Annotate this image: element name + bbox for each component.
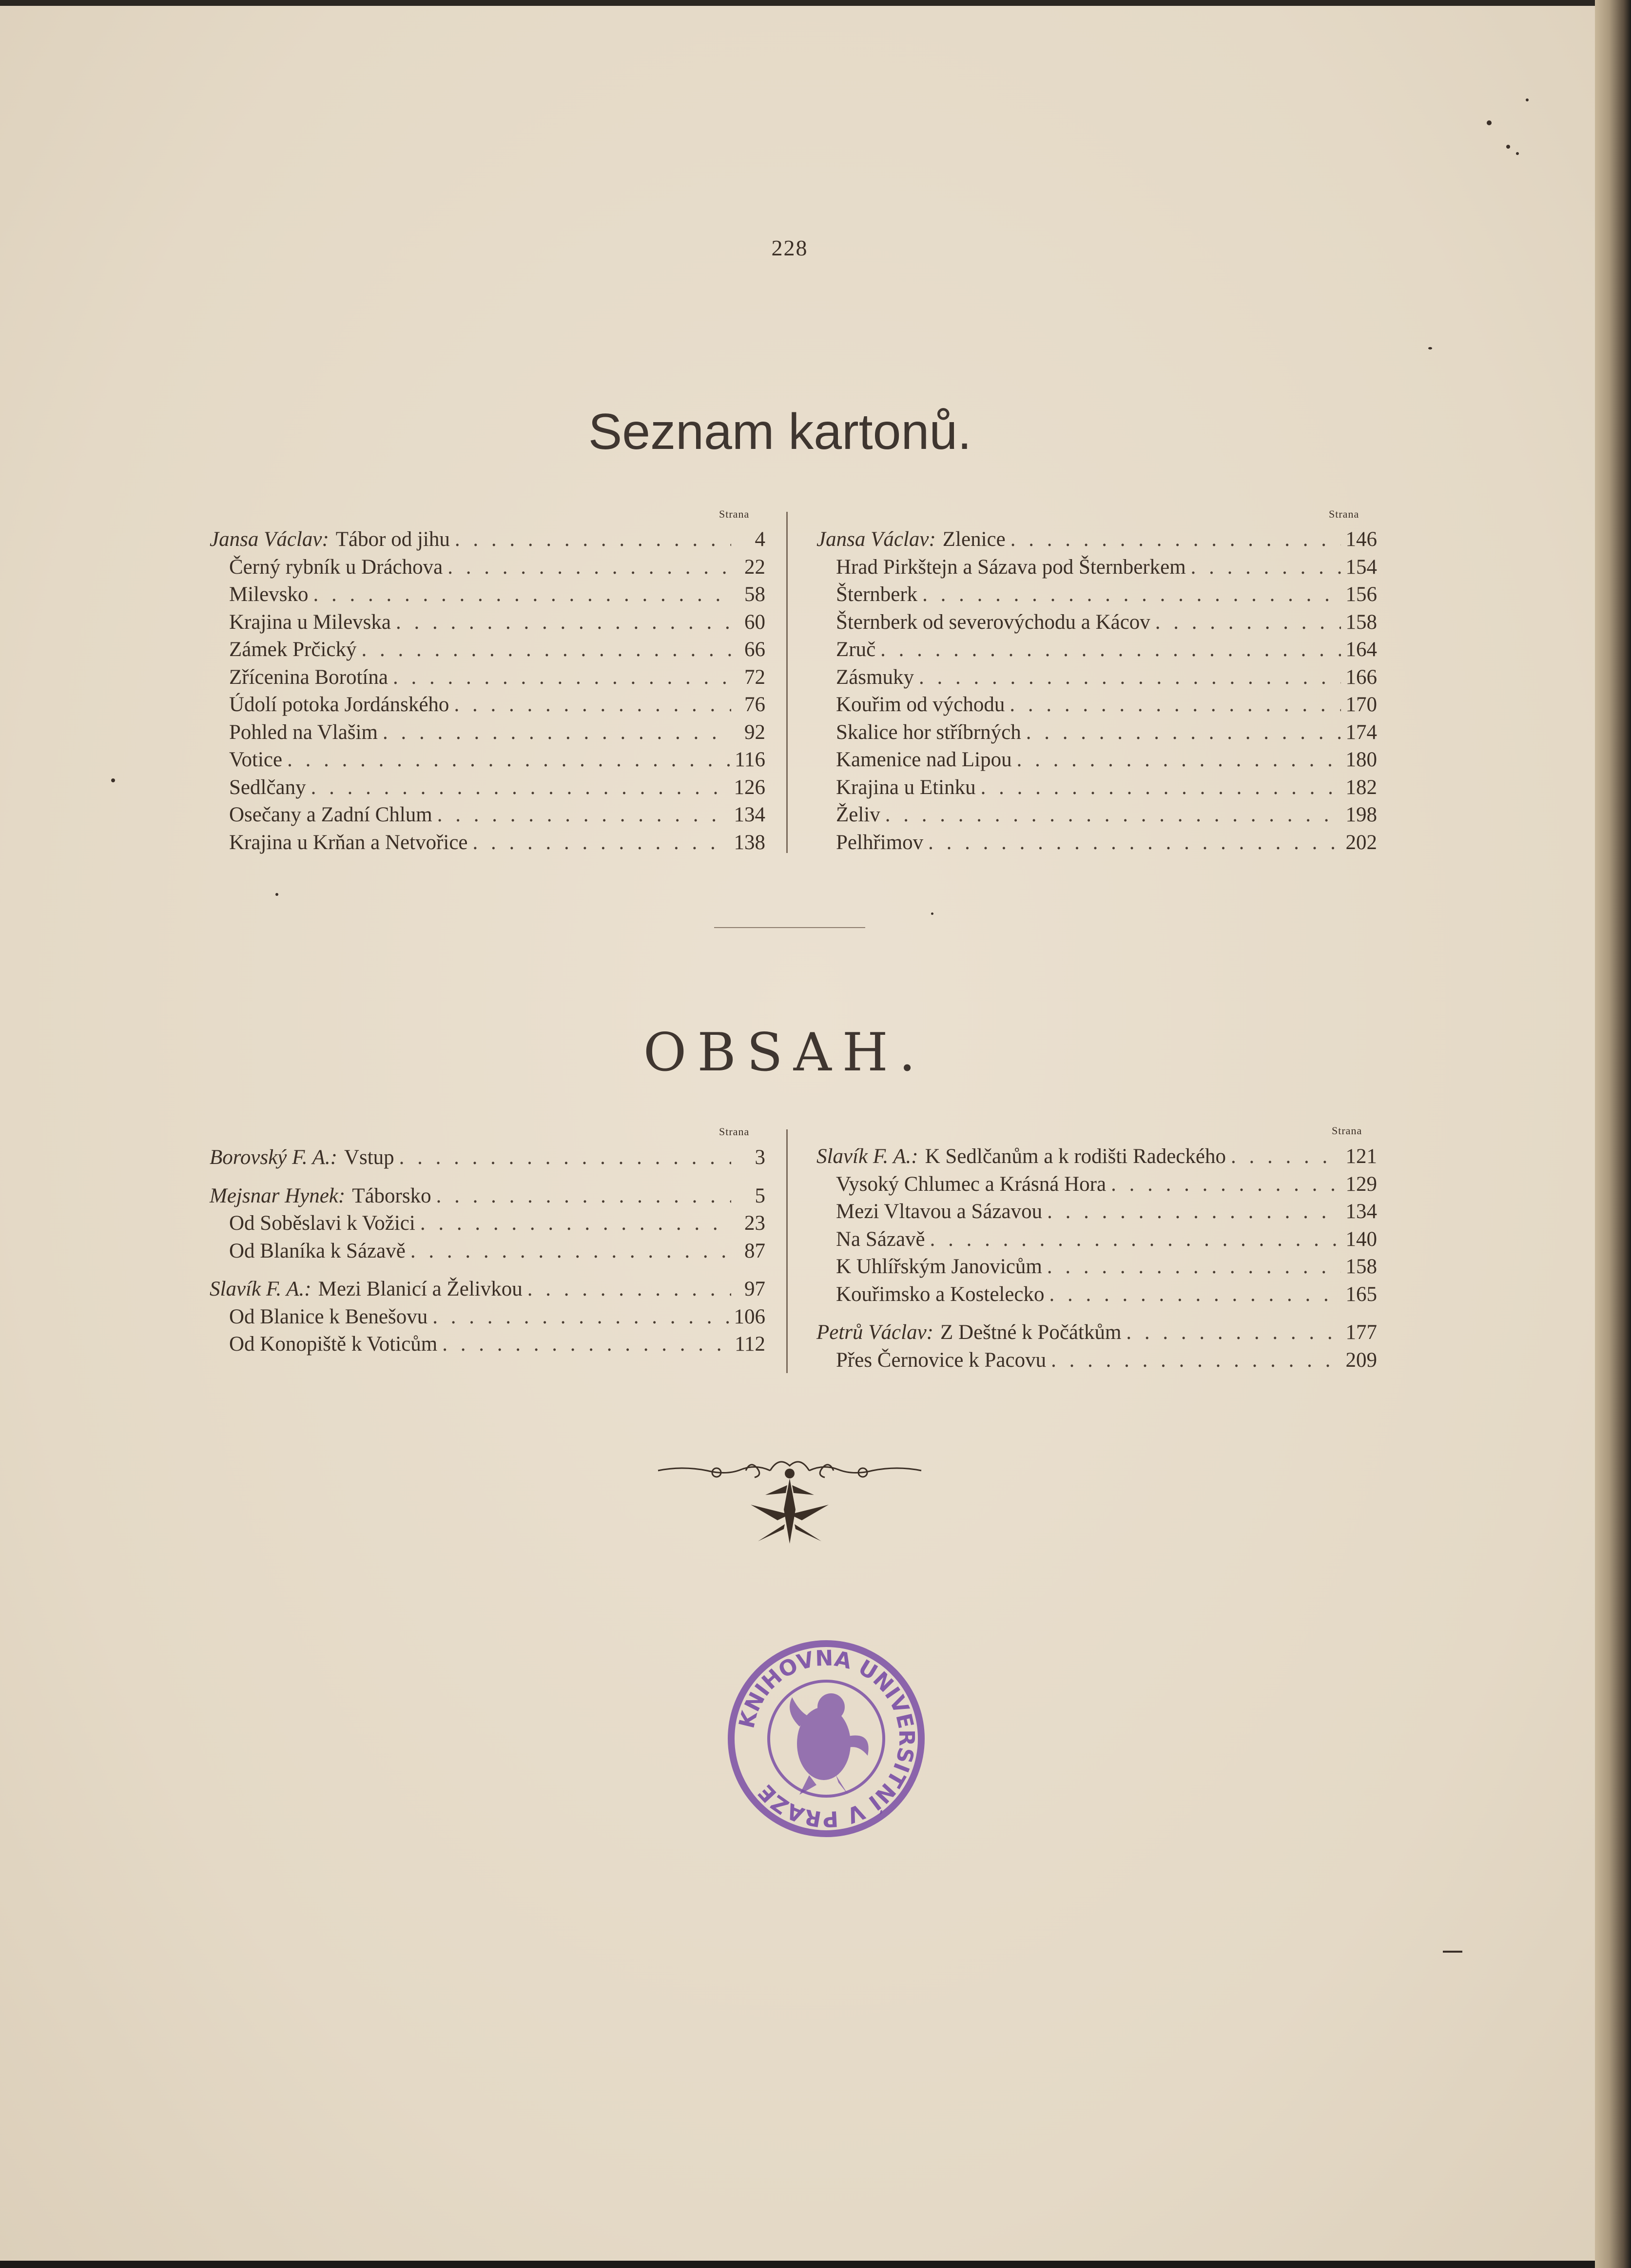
- entry-title: Skalice hor stříbrných: [836, 720, 1021, 744]
- entry-page-number: 121: [1345, 1145, 1377, 1168]
- toc-entry: [816, 1200, 1377, 1227]
- entry-page-number: 126: [734, 775, 765, 799]
- dot-leader: [455, 527, 731, 551]
- dot-leader: [1049, 1282, 1341, 1306]
- entry-title: Krajina u Krňan a Netvořice: [229, 831, 468, 854]
- entry-page-number: 112: [735, 1333, 765, 1356]
- entry-page-number: 140: [1345, 1227, 1377, 1251]
- entry-title: Od Blaníka k Sázavě: [229, 1239, 406, 1262]
- toc-entry: [816, 720, 1377, 748]
- entry-page-number: 177: [1345, 1321, 1377, 1344]
- entry-page-number: 66: [744, 638, 765, 661]
- toc-entry: [816, 610, 1377, 638]
- entry-title: Zruč: [836, 638, 876, 661]
- toc-entry: [210, 1332, 765, 1359]
- toc-entry: [816, 1348, 1377, 1376]
- dot-leader: [1026, 720, 1341, 744]
- entry-title: Želiv: [836, 803, 880, 826]
- entry-title: Od Soběslavi k Vožici: [229, 1212, 415, 1235]
- entry-title: Od Blanice k Benešovu: [229, 1305, 428, 1328]
- dot-leader: [396, 610, 731, 634]
- entry-title: Milevsko: [229, 583, 309, 606]
- entry-title: Zřícenina Borotína: [229, 665, 388, 689]
- entry-page-number: 58: [744, 583, 765, 606]
- toc-entry: [210, 1145, 765, 1173]
- entry-title: Táborsko: [352, 1184, 431, 1207]
- contents-right-list: [816, 1144, 1377, 1374]
- dot-leader: [287, 748, 730, 772]
- entry-page-number: 146: [1345, 528, 1377, 551]
- contents-right-page-header: Strana: [1332, 1124, 1362, 1137]
- entry-page-number: 166: [1345, 665, 1377, 689]
- contents-left-list: [210, 1145, 765, 1375]
- dot-leader: [880, 638, 1340, 661]
- dot-leader: [410, 1239, 731, 1263]
- entry-title: Šternberk od severovýchodu a Kácov: [836, 610, 1150, 634]
- cartons-left-page-header: Strana: [719, 508, 750, 520]
- entry-title: Šternberk: [836, 583, 918, 606]
- toc-entry: [816, 775, 1377, 803]
- contents-column-divider: [786, 1129, 788, 1373]
- toc-entry: [816, 555, 1377, 582]
- dot-leader: [1111, 1172, 1340, 1196]
- entry-page-number: 76: [744, 693, 765, 716]
- entry-page-number: 4: [755, 528, 765, 551]
- entry-title: Sedlčany: [229, 775, 306, 799]
- entry-title: Zásmuky: [836, 665, 914, 689]
- entry-page-number: 3: [755, 1146, 765, 1169]
- toc-entry: [210, 638, 765, 665]
- dot-leader: [1010, 693, 1340, 717]
- entry-author: Jansa Václav:: [816, 528, 936, 551]
- entry-title: Údolí potoka Jordánského: [229, 693, 449, 716]
- entry-title: Na Sázavě: [836, 1227, 925, 1251]
- dot-leader: [922, 582, 1340, 606]
- toc-entry: [816, 582, 1377, 610]
- decorative-ornament: [653, 1456, 926, 1553]
- entry-page-number: 116: [735, 748, 765, 771]
- dot-leader: [981, 775, 1341, 799]
- toc-entry: [210, 748, 765, 775]
- contents-title: OBSAH.: [643, 1022, 927, 1083]
- entry-page-number: 87: [744, 1239, 765, 1262]
- entry-title: Pelhřimov: [836, 831, 924, 854]
- entry-page-number: 138: [734, 831, 765, 854]
- entry-title: Kouřimsko a Kostelecko: [836, 1282, 1045, 1306]
- dot-leader: [1231, 1144, 1341, 1168]
- cartons-column-divider: [786, 512, 788, 853]
- entry-title: Krajina u Milevska: [229, 610, 391, 634]
- toc-entry: [210, 775, 765, 803]
- entry-title: Černý rybník u Dráchova: [229, 555, 443, 579]
- entry-page-number: 60: [744, 610, 765, 634]
- entry-page-number: 92: [744, 720, 765, 744]
- entry-title: Zámek Prčický: [229, 638, 357, 661]
- toc-entry: [816, 803, 1377, 830]
- entry-page-number: 209: [1345, 1348, 1377, 1372]
- toc-entry: [816, 527, 1377, 555]
- toc-entry: [210, 803, 765, 830]
- toc-entry: [816, 1227, 1377, 1255]
- entry-page-number: 129: [1345, 1172, 1377, 1196]
- toc-entry: [816, 748, 1377, 775]
- dot-leader: [393, 665, 731, 689]
- entry-page-number: 156: [1345, 583, 1377, 606]
- dot-leader: [919, 665, 1340, 689]
- toc-entry: [816, 1255, 1377, 1282]
- toc-entry: [210, 555, 765, 582]
- dot-leader: [311, 775, 729, 799]
- section-divider: [714, 927, 865, 928]
- entry-author: Slavík F. A.:: [210, 1278, 311, 1300]
- cartons-right-page-header: Strana: [1329, 508, 1359, 520]
- entry-page-number: 165: [1345, 1282, 1377, 1306]
- cartons-title: Seznam kartonů.: [588, 404, 972, 460]
- entry-page-number: 158: [1345, 610, 1377, 634]
- book-page: [0, 6, 1608, 2261]
- dot-leader: [313, 582, 731, 606]
- entry-title: K Uhlířským Janovicům: [836, 1255, 1042, 1278]
- entry-page-number: 23: [744, 1212, 765, 1235]
- entry-page-number: 180: [1345, 748, 1377, 771]
- entry-title: Votice: [229, 748, 283, 771]
- toc-entry: [210, 610, 765, 638]
- entry-title: Kouřim od východu: [836, 693, 1005, 716]
- dot-leader: [1155, 610, 1341, 634]
- toc-entry: [816, 693, 1377, 720]
- dot-leader: [383, 720, 731, 744]
- dot-leader: [442, 1332, 730, 1356]
- dot-leader: [454, 693, 731, 717]
- entry-title: Od Konopiště k Voticům: [229, 1333, 438, 1356]
- entry-title: Vstup: [344, 1146, 394, 1169]
- toc-entry: [210, 693, 765, 720]
- dot-leader: [436, 1184, 731, 1208]
- dot-leader: [1047, 1255, 1341, 1279]
- entry-author: Mejsnar Hynek:: [210, 1184, 346, 1207]
- entry-title: Krajina u Etinku: [836, 775, 976, 799]
- toc-entry: [816, 831, 1377, 858]
- page-right-edge: [1595, 0, 1631, 2268]
- toc-entry: [210, 720, 765, 748]
- toc-entry: [210, 1277, 765, 1304]
- entry-title: Mezi Blanicí a Želivkou: [318, 1278, 523, 1300]
- toc-entry: [210, 1239, 765, 1266]
- dot-leader: [1017, 748, 1341, 772]
- entry-title: Tábor od jihu: [335, 528, 450, 551]
- page-number: 228: [771, 235, 808, 260]
- stamp-text: KNIHOVNA UNIVERSITNÍ V PRAZE: [734, 1646, 919, 1832]
- lion-emblem-icon: [790, 1693, 869, 1795]
- dot-leader: [527, 1277, 731, 1301]
- entry-page-number: 202: [1345, 831, 1377, 854]
- entry-title: K Sedlčanům a k rodišti Radeckého: [925, 1145, 1226, 1168]
- dot-leader: [473, 831, 729, 854]
- entry-title: Kamenice nad Lipou: [836, 748, 1012, 771]
- toc-entry: [210, 1211, 765, 1239]
- dot-leader: [1010, 527, 1341, 551]
- dot-leader: [437, 803, 729, 827]
- cartons-right-list: [816, 527, 1377, 864]
- entry-page-number: 134: [1345, 1200, 1377, 1223]
- entry-page-number: 22: [744, 555, 765, 579]
- entry-page-number: 154: [1345, 555, 1377, 579]
- toc-entry: [816, 1282, 1377, 1310]
- entry-title: Hrad Pirkštejn a Sázava pod Šternberkem: [836, 555, 1186, 579]
- library-stamp: [726, 1639, 926, 1839]
- toc-entry: [210, 582, 765, 610]
- toc-entry: [816, 1144, 1377, 1172]
- toc-entry: [210, 527, 765, 555]
- entry-page-number: 97: [744, 1278, 765, 1300]
- toc-entry: [210, 665, 765, 693]
- toc-entry: [210, 1184, 765, 1211]
- entry-title: Z Deštné k Počátkům: [940, 1321, 1122, 1344]
- entry-author: Petrů Václav:: [816, 1321, 933, 1344]
- entry-page-number: 106: [734, 1305, 765, 1328]
- dot-leader: [1051, 1348, 1340, 1372]
- entry-page-number: 72: [744, 665, 765, 689]
- entry-page-number: 182: [1345, 775, 1377, 799]
- dot-leader: [362, 638, 732, 661]
- entry-page-number: 198: [1345, 803, 1377, 826]
- dot-leader: [447, 555, 731, 579]
- toc-entry: [816, 1320, 1377, 1348]
- entry-title: Zlenice: [942, 528, 1006, 551]
- toc-entry: [210, 831, 765, 858]
- entry-page-number: 164: [1345, 638, 1377, 661]
- cartons-left-list: [210, 527, 765, 864]
- entry-title: Pohled na Vlašim: [229, 720, 378, 744]
- entry-page-number: 134: [734, 803, 765, 826]
- dot-leader: [1126, 1320, 1340, 1344]
- entry-title: Mezi Vltavou a Sázavou: [836, 1200, 1043, 1223]
- entry-page-number: 170: [1345, 693, 1377, 716]
- entry-title: Přes Černovice k Pacovu: [836, 1348, 1047, 1372]
- entry-page-number: 5: [755, 1184, 765, 1207]
- entry-author: Jansa Václav:: [210, 528, 329, 551]
- entry-page-number: 158: [1345, 1255, 1377, 1278]
- entry-title: Osečany a Zadní Chlum: [229, 803, 432, 826]
- contents-left-page-header: Strana: [719, 1125, 750, 1138]
- dot-leader: [1047, 1200, 1340, 1223]
- dot-leader: [399, 1145, 731, 1169]
- dot-leader: [432, 1305, 729, 1329]
- toc-entry: [816, 1172, 1377, 1200]
- entry-author: Slavík F. A.:: [816, 1145, 918, 1168]
- dot-leader: [930, 1227, 1341, 1251]
- entry-page-number: 174: [1345, 720, 1377, 744]
- toc-entry: [816, 665, 1377, 693]
- dot-leader: [420, 1211, 731, 1235]
- entry-author: Borovský F. A.:: [210, 1146, 337, 1169]
- dot-leader: [928, 831, 1340, 854]
- dot-leader: [1191, 555, 1341, 579]
- entry-title: Vysoký Chlumec a Krásná Hora: [836, 1172, 1107, 1196]
- toc-entry: [210, 1305, 765, 1332]
- toc-entry: [816, 638, 1377, 665]
- dot-leader: [885, 803, 1341, 827]
